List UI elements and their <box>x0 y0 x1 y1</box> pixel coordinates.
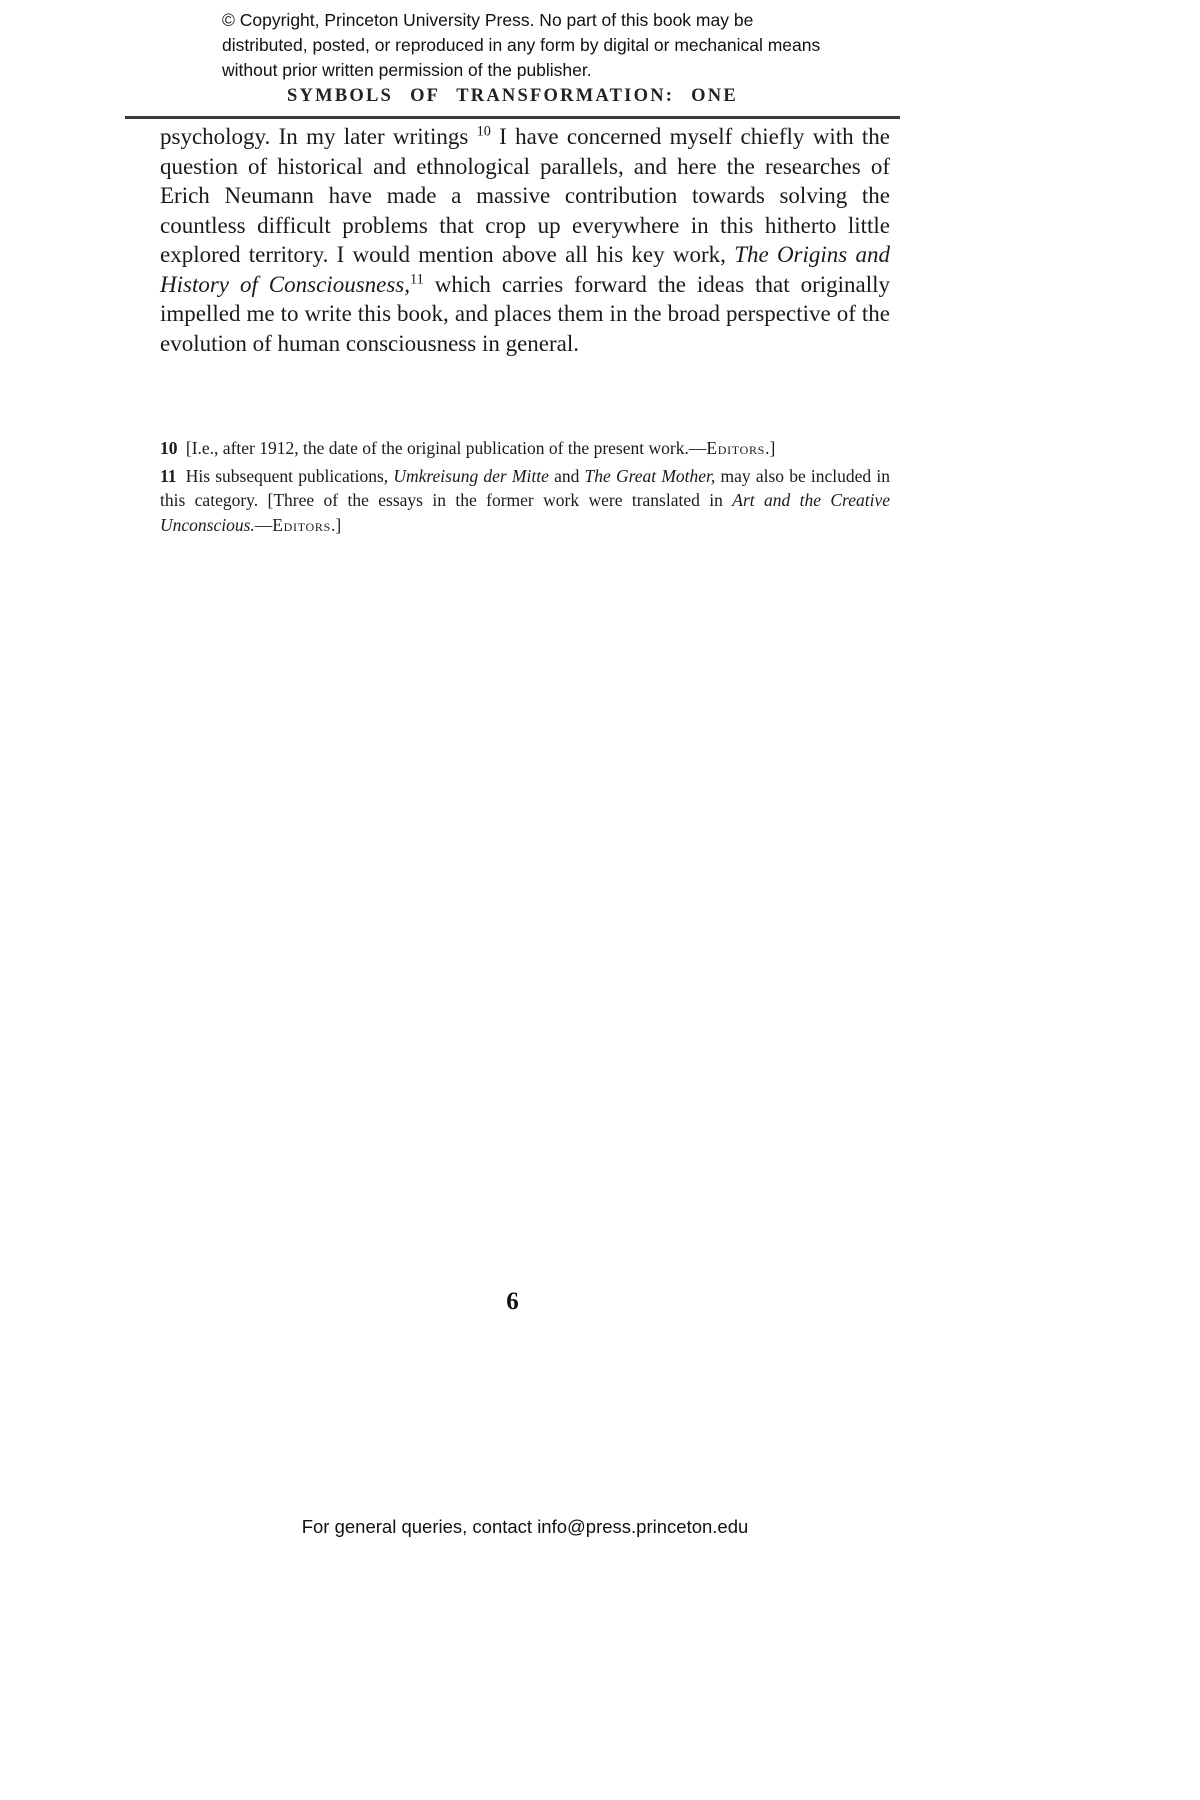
running-head: SYMBOLS OF TRANSFORMATION: ONE <box>287 86 738 106</box>
footnotes-block <box>160 436 890 540</box>
header-rule <box>125 116 900 119</box>
footer-query-line: For general queries, contact info@press.princeton.edu <box>301 1516 749 1537</box>
body-paragraph: psychology. In my later writings $^{10}$ I have concerned myself chiefly with the question of historical and ethnological parallels, and here the researches of Erich Neumann have made a massive contribution towards solving the countless difficult problems that crop up everywhere in this hitherto little explored territory. I would mention above all his key work, The Origins and History of Consciousness,$^{11}$ which carries forward the ideas that originally impelled me to write this book, and places them in the broad perspective of the evolution of human consciousness in general. <box>160 123 891 356</box>
footnote-11: 11 His subsequent publications, Umkreisung der Mitte and The Great Mother, may also be included in this category. [Three of the essays in the former work were translated in Art and the Creative Unconscious.—Editors.] <box>160 465 890 535</box>
page-number: 6 <box>506 1288 519 1315</box>
footnote-10: 10 [I.e., after 1912, the date of the original publication of the present work.—Editors.] <box>160 438 776 458</box>
copyright-notice: © Copyright, Princeton University Press. No part of this book may be distributed, posted, or reproduced in any form by digital or mechanical means without prior written permission of the publisher. <box>222 10 821 80</box>
